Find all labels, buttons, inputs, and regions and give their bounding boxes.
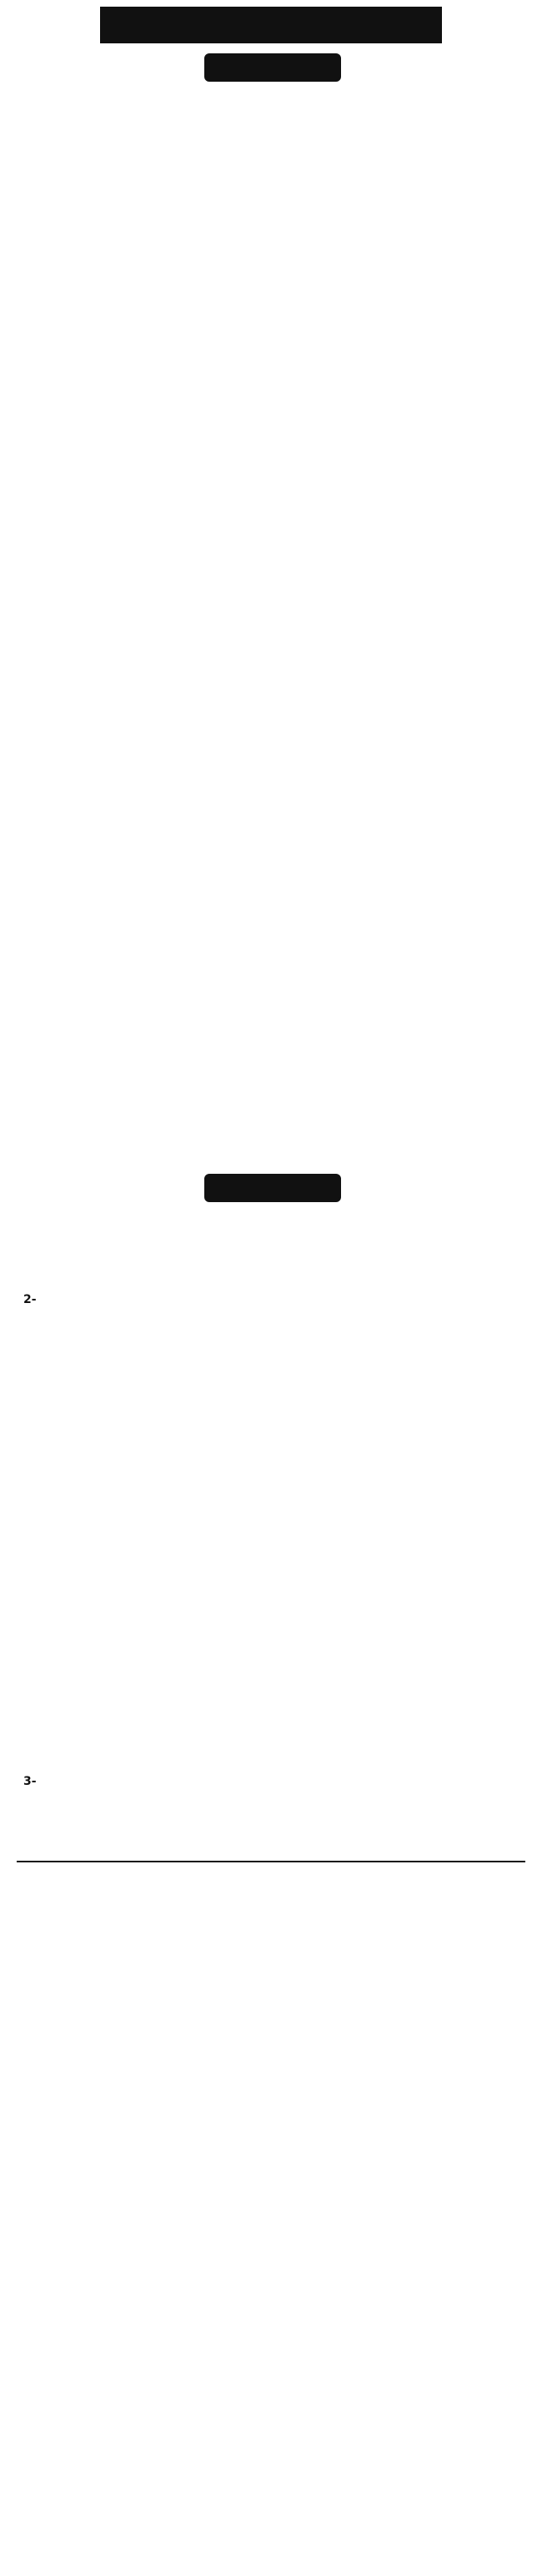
question-3 [23,1772,519,1791]
subjective-section-title [204,1174,341,1202]
paper-header-bar [100,7,442,43]
question-3-number: -3 [23,1775,37,1788]
question-2 [23,1291,519,1309]
passage-divider [17,1861,525,1862]
question-2-number: -2 [23,1293,37,1306]
objective-section-title [204,53,341,82]
